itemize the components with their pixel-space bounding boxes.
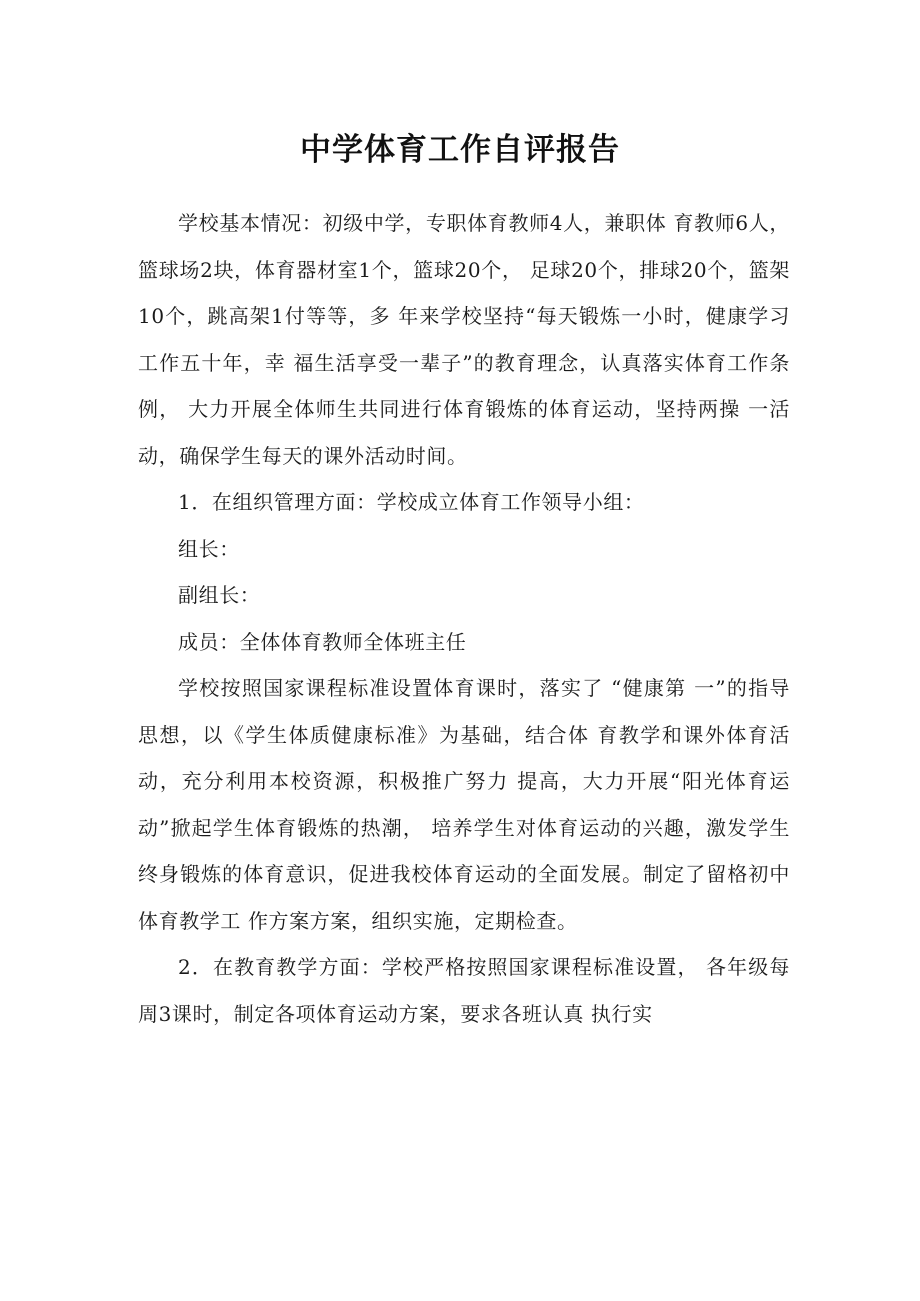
document-title: 中学体育工作自评报告 — [300, 132, 620, 168]
paragraph-organization-management: 1．在组织管理方面：学校成立体育工作领导小组： — [178, 490, 645, 514]
document-body — [138, 200, 790, 1037]
paragraph-curriculum-implementation: 学校按照国家课程标准设置体育课时，落实了 “健康第 一”的指导思想，以《学生体质健康标准》为基础，结合体 育教学和课外体育活动，充分利用本校资源，积极推广努力 提高，大力开展“阳光体育运动”掀起学生体育锻炼的热潮， 培养学生对体育运动的兴趣，激发学生终身锻炼的体育意识，促进我校体育运动的全面发展。制定了留格初中体育教学工 作方案方案，组织实施，定期检查。 — [138, 676, 791, 933]
paragraph-teaching-section: 2．在教育教学方面：学校严格按照国家课程标准设置， 各年级每周3课时，制定各项体育运动方案，要求各班认真 执行实 — [138, 955, 790, 1026]
paragraph-school-overview: 学校基本情况：初级中学，专职体育教师4人，兼职体 育教师6人，篮球场2块，体育器材室1个，篮球20个， 足球20个，排球20个，篮架10个，跳高架1付等等，多 年来学校坚持“每天锻炼一小时，健康学习工作五十年，幸 福生活享受一辈子”的教育理念，认真落实体育工作条例， 大力开展全体师生共同进行体育锻炼的体育运动，坚持两操 一活动，确保学生每天的课外活动时间。 — [138, 211, 790, 468]
paragraph-members: 成员：全体体育教师全体班主任 — [178, 629, 467, 654]
paragraph-deputy-leader: 副组长： — [178, 583, 261, 607]
paragraph-team-leader: 组长： — [178, 536, 240, 561]
